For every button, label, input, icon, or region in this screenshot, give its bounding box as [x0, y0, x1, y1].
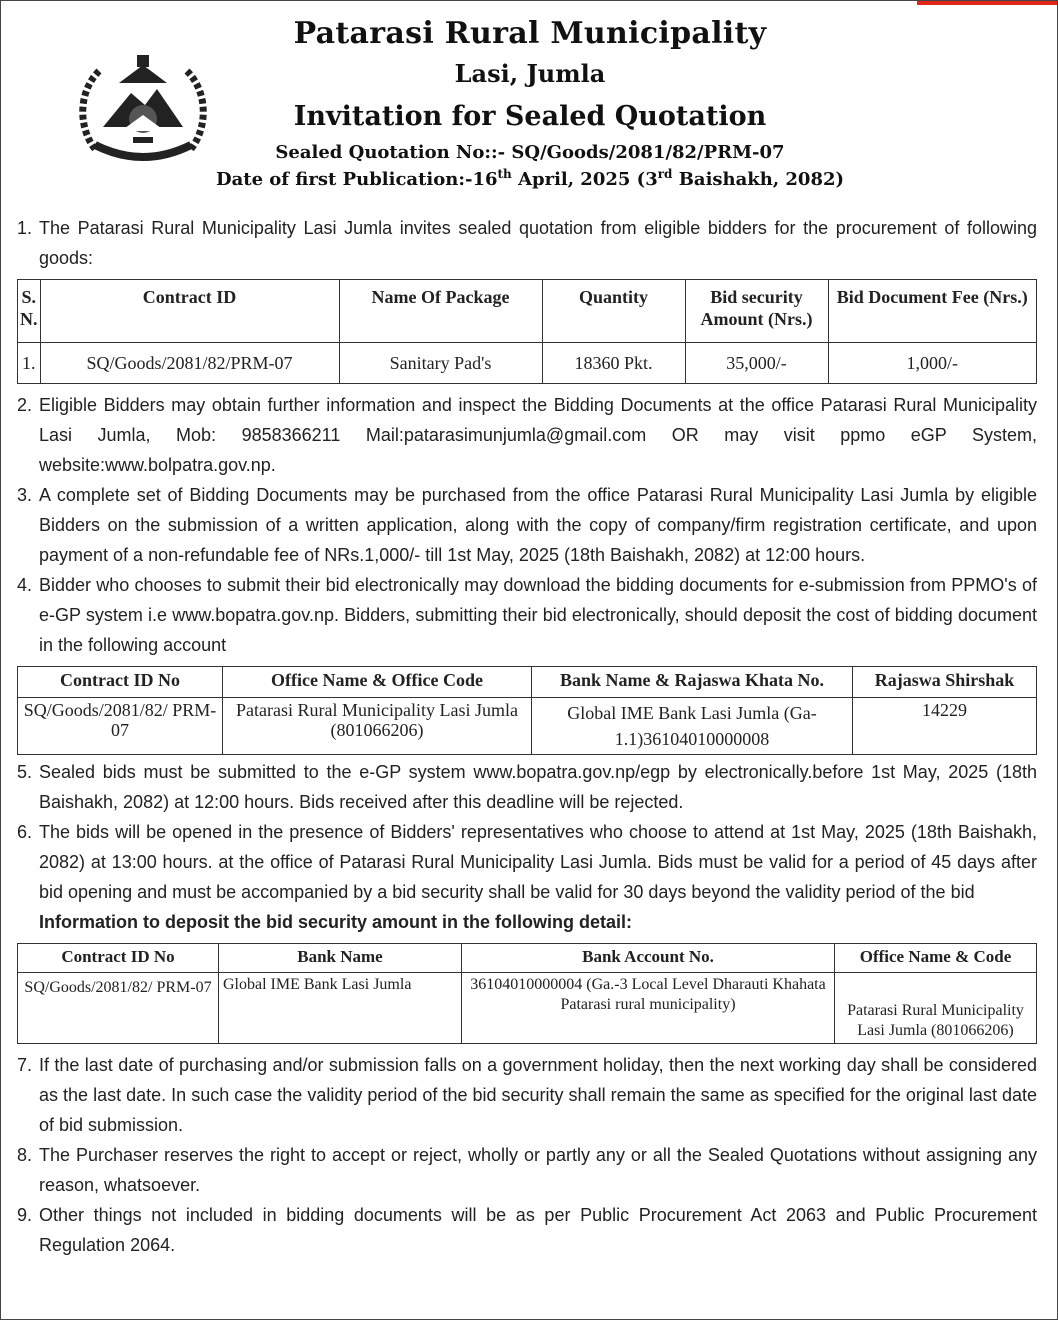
publication-date: Date of first Publication:-16th April, 2025 (3rd Baishakh, 2082) [215, 167, 845, 190]
table-row [18, 973, 1037, 1044]
account-table [17, 666, 1037, 755]
municipality-title: Patarasi Rural Municipality [293, 16, 767, 51]
table-cell: Sanitary Pad's [339, 343, 542, 384]
table-cell: 14229 [853, 698, 1037, 755]
list-item: 2. Eligible Bidders may obtain further information and inspect the Bidding Documents at the office Patarasi Rural Municipality Lasi Jumla, Mob: 9858366211 Mail:patarasimunjumla@gmail.com OR may visit ppmo eGP System, website:www.bolpatra.gov.np. [17, 395, 1037, 475]
accent-bar [917, 1, 1057, 5]
list-item: 3. A complete set of Bidding Documents may be purchased from the office Patarasi Rural Municipality Lasi Jumla by eligible Bidders on the submission of a written application, along with the copy of company/firm registration certificate, and upon payment of a non-refundable fee of NRs.1,000/- till 1st May, 2025 (18th Baishakh, 2082) at 12:00 hours. [17, 485, 1037, 565]
table-cell: 1,000/- [828, 343, 1037, 384]
table-cell: Global IME Bank Lasi Jumla (Ga-1.1)36104010000008 [532, 698, 853, 755]
list-item: 6. The bids will be opened in the presence of Bidders' representatives who choose to attend at 1st May, 2025 (18th Baishakh, 2082) at 13:00 hours. at the office of Patarasi Rural Municipality Lasi Jumla. Bids must be valid for a period of 45 days after bid opening and must be accompanied by a bid security shall be valid for 30 days beyond the validity period of the bid [17, 822, 1037, 902]
table-header: Rajaswa Shirshak [853, 667, 1037, 698]
table-header: Contract ID No [18, 944, 219, 973]
table-header: Bid Document Fee (Nrs.) [828, 280, 1037, 343]
table-header: Office Name & Code [835, 944, 1037, 973]
table-cell: Global IME Bank Lasi Jumla [219, 973, 462, 1044]
table-header: Bank Account No. [462, 944, 835, 973]
list-item: 4. Bidder who chooses to submit their bid electronically may download the bidding documents for e-submission from PPMO's of e-GP system i.e www.bopatra.gov.np. Bidders, submitting their bid electronically, should deposit the cost of bidding document in the following account [17, 575, 1037, 655]
notice-body [17, 213, 1037, 1260]
table-cell: 18360 Pkt. [542, 343, 685, 384]
goods-table [17, 279, 1037, 384]
notice-title: Invitation for Sealed Quotation [293, 101, 767, 132]
notice-header [1, 15, 1058, 194]
table-header: Bank Name [219, 944, 462, 973]
table-cell: 36104010000004 (Ga.-3 Local Level Dharauti Khahata Patarasi rural municipality) [462, 973, 835, 1044]
table-header: Contract ID [40, 280, 339, 343]
table-header: Contract ID No [18, 667, 223, 698]
quotation-number: Sealed Quotation No::- SQ/Goods/2081/82/PRM-07 [275, 142, 785, 163]
table-cell: 1. [18, 343, 41, 384]
table-header-row [18, 280, 1037, 343]
table-header-row [18, 667, 1037, 698]
table-cell: Patarasi Rural Municipality Lasi Jumla (801066206) [223, 698, 532, 755]
table-cell: SQ/Goods/2081/82/ PRM-07 [18, 973, 219, 1044]
municipality-location: Lasi, Jumla [454, 59, 606, 88]
list-item: 8. The Purchaser reserves the right to accept or reject, wholly or partly any or all the Sealed Quotations without assigning any reason, whatsoever. [17, 1145, 1037, 1195]
table-header: Name Of Package [339, 280, 542, 343]
table-header: Bid security Amount (Nrs.) [685, 280, 828, 343]
table-cell: SQ/Goods/2081/82/PRM-07 [40, 343, 339, 384]
table-header: S. N. [18, 280, 41, 343]
list-item: 5. Sealed bids must be submitted to the e-GP system www.bopatra.gov.np/egp by electronically.before 1st May, 2025 (18th Baishakh, 2082) at 12:00 hours. Bids received after this deadline will be rejected. [17, 762, 1037, 812]
security-table [17, 943, 1037, 1044]
table-header: Office Name & Office Code [223, 667, 532, 698]
security-heading: Information to deposit the bid security amount in the following detail: [39, 912, 632, 932]
list-item: 1. The Patarasi Rural Municipality Lasi Jumla invites sealed quotation from eligible bidders for the procurement of following goods: [17, 218, 1037, 268]
table-header: Quantity [542, 280, 685, 343]
list-item: 7. If the last date of purchasing and/or submission falls on a government holiday, then the next working day shall be considered as the last date. In such case the validity period of the bid security shall remain the same as specified for the original last date of bid submission. [17, 1055, 1037, 1135]
table-cell: SQ/Goods/2081/82/ PRM-07 [18, 698, 223, 755]
table-row [18, 698, 1037, 755]
table-header: Bank Name & Rajaswa Khata No. [532, 667, 853, 698]
table-cell: 35,000/- [685, 343, 828, 384]
list-item: 9. Other things not included in bidding documents will be as per Public Procurement Act 2063 and Public Procurement Regulation 2064. [17, 1205, 1037, 1255]
table-cell: Patarasi Rural Municipality Lasi Jumla (801066206) [835, 973, 1037, 1044]
table-header-row [18, 944, 1037, 973]
table-row [18, 343, 1037, 384]
